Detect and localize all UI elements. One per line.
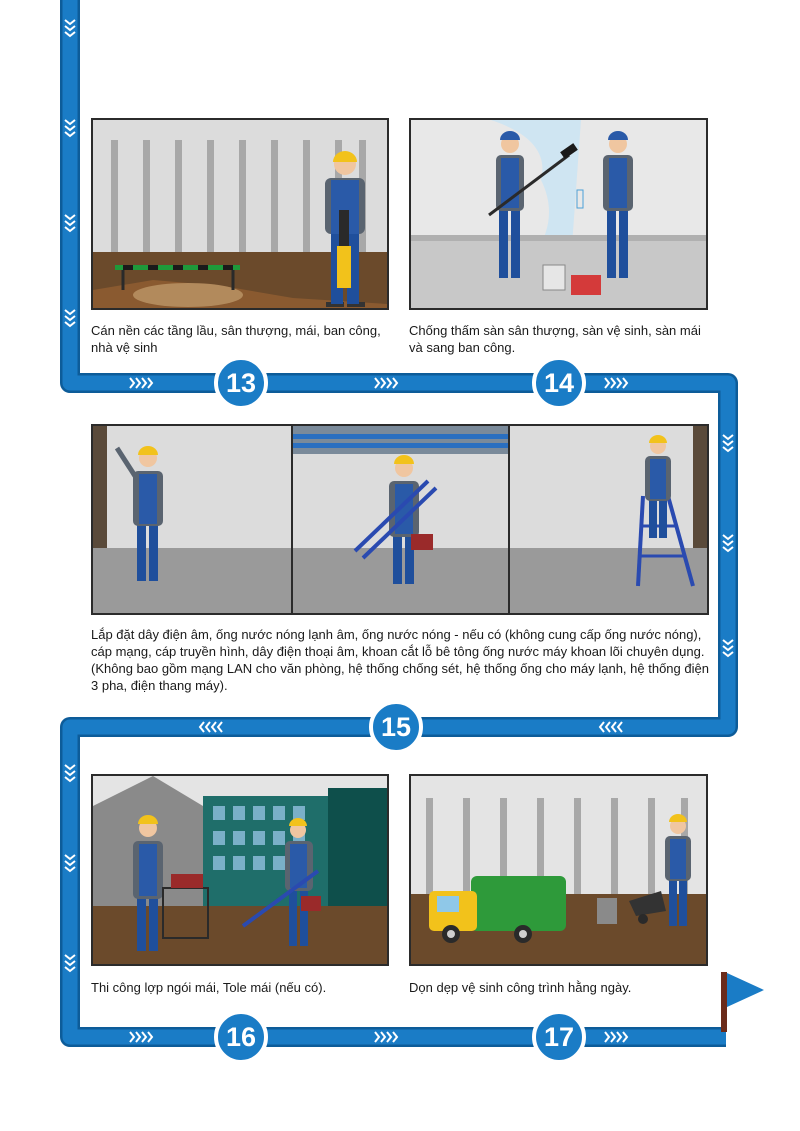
step-14-caption: Chống thấm sàn sân thượng, sàn vệ sinh, sàn mái và sang ban công.	[409, 323, 701, 355]
step-17-badge: 17	[532, 1010, 586, 1064]
step-13-badge: 13	[214, 356, 268, 410]
step-16-illustration	[91, 774, 389, 966]
step-17-illustration	[409, 774, 708, 966]
step-15-badge: 15	[369, 700, 423, 754]
step-15-illustration	[91, 424, 709, 615]
step-14-illustration	[409, 118, 708, 310]
step-17-caption: Dọn dẹp vệ sinh công trình hằng ngày.	[409, 980, 632, 995]
step-16-badge: 16	[214, 1010, 268, 1064]
step-15-caption: Lắp đặt dây điện âm, ống nước nóng lạnh âm, ống nước nóng - nếu có (không cung cấp ống nước nóng), cáp mạng, cáp truyền hình, dây điện thoại âm, khoan cắt lỗ bê tông ống nước máy khoan lõi chuyên dụng. (Không bao gồm mạng LAN cho văn phòng, hệ thống chống sét, hệ thống ống cho máy lạnh, hệ thống điện 3 pha, điện thang máy).	[91, 627, 709, 693]
step-16-caption: Thi công lợp ngói mái, Tole mái (nếu có).	[91, 980, 327, 995]
step-13-caption: Cán nền các tầng lầu, sân thượng, mái, ban công, nhà vệ sinh	[91, 323, 381, 355]
step-14-badge: 14	[532, 356, 586, 410]
step-13-illustration	[91, 118, 389, 310]
finish-flag	[721, 972, 764, 1032]
